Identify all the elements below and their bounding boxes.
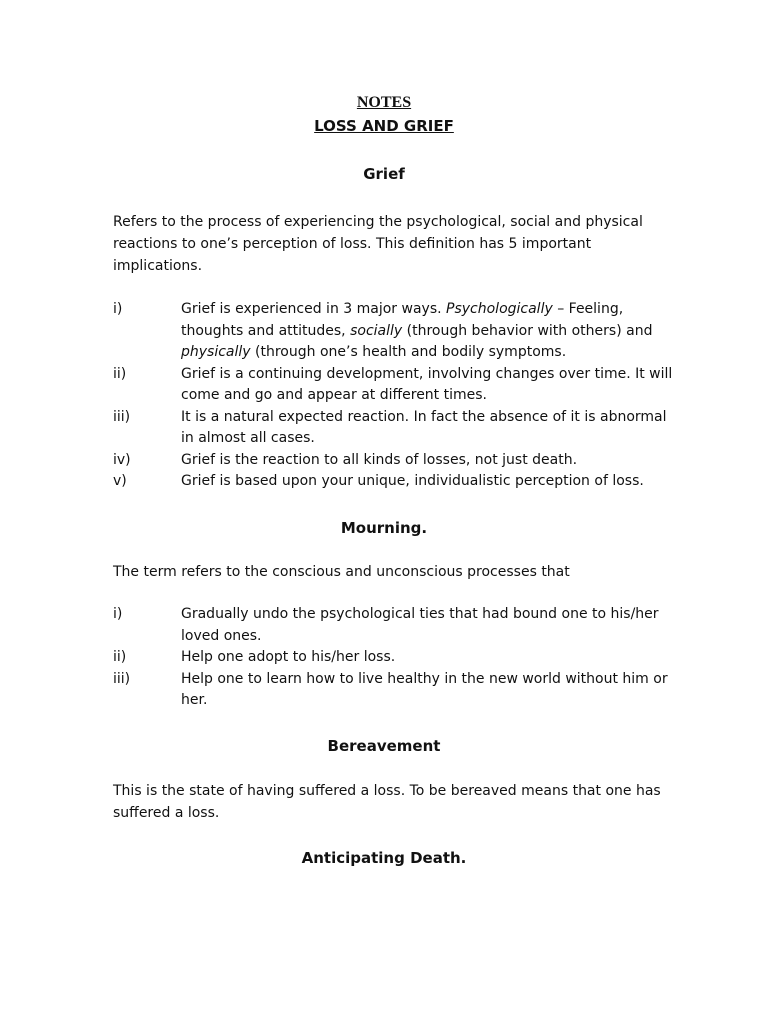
document-title: LOSS AND GRIEF bbox=[314, 117, 454, 135]
list-item-text: Grief is a continuing development, involving changes over time. It will come and go and appear at different times. bbox=[181, 365, 673, 403]
mourning-heading: Mourning. bbox=[340, 519, 428, 537]
list-item bbox=[113, 407, 673, 450]
list-item-number: i) bbox=[113, 301, 123, 317]
list-item-number: v) bbox=[113, 473, 127, 489]
list-item bbox=[113, 647, 673, 669]
list-item-number: iii) bbox=[113, 408, 131, 425]
list-item-number: i) bbox=[113, 606, 123, 622]
list-item bbox=[113, 604, 673, 647]
list-item-number: ii) bbox=[113, 649, 127, 665]
bereavement-heading: Bereavement bbox=[327, 737, 441, 755]
list-item-number: iv) bbox=[113, 451, 131, 468]
list-item-text: Grief is experienced in 3 major ways. Psychologically – Feeling, thoughts and attitudes, socially (through behavior with others) and physically (through one’s health and bodily symptoms. bbox=[181, 301, 653, 360]
list-item bbox=[113, 299, 673, 364]
list-item bbox=[113, 669, 673, 712]
anticipating-death-heading: Anticipating Death. bbox=[301, 849, 467, 867]
mourning-list bbox=[113, 604, 673, 712]
list-item bbox=[113, 450, 673, 472]
mourning-intro: The term refers to the conscious and unconscious processes that bbox=[113, 564, 570, 580]
list-item-number: ii) bbox=[113, 365, 127, 382]
list-item-text: Help one adopt to his/her loss. bbox=[181, 649, 396, 665]
list-item-number: iii) bbox=[113, 670, 131, 687]
grief-intro: Refers to the process of experiencing the psychological, social and physical reactions to one’s perception of loss. This definition has 5 important implications. bbox=[113, 214, 643, 274]
list-item-text: It is a natural expected reaction. In fact the absence of it is abnormal in almost all cases. bbox=[181, 408, 667, 446]
list-item-text: Gradually undo the psychological ties that had bound one to his/her loved ones. bbox=[181, 606, 659, 644]
list-item bbox=[113, 471, 673, 493]
grief-heading: Grief bbox=[363, 165, 405, 183]
list-item-text: Grief is the reaction to all kinds of losses, not just death. bbox=[181, 451, 578, 468]
list-item bbox=[113, 364, 673, 407]
list-item-text: Grief is based upon your unique, individualistic perception of loss. bbox=[181, 473, 644, 489]
bereavement-text: This is the state of having suffered a loss. To be bereaved means that one has suffered a loss. bbox=[113, 783, 661, 821]
list-item-text: Help one to learn how to live healthy in the new world without him or her. bbox=[181, 670, 668, 708]
notes-label: NOTES bbox=[356, 94, 412, 111]
grief-list bbox=[113, 299, 673, 493]
